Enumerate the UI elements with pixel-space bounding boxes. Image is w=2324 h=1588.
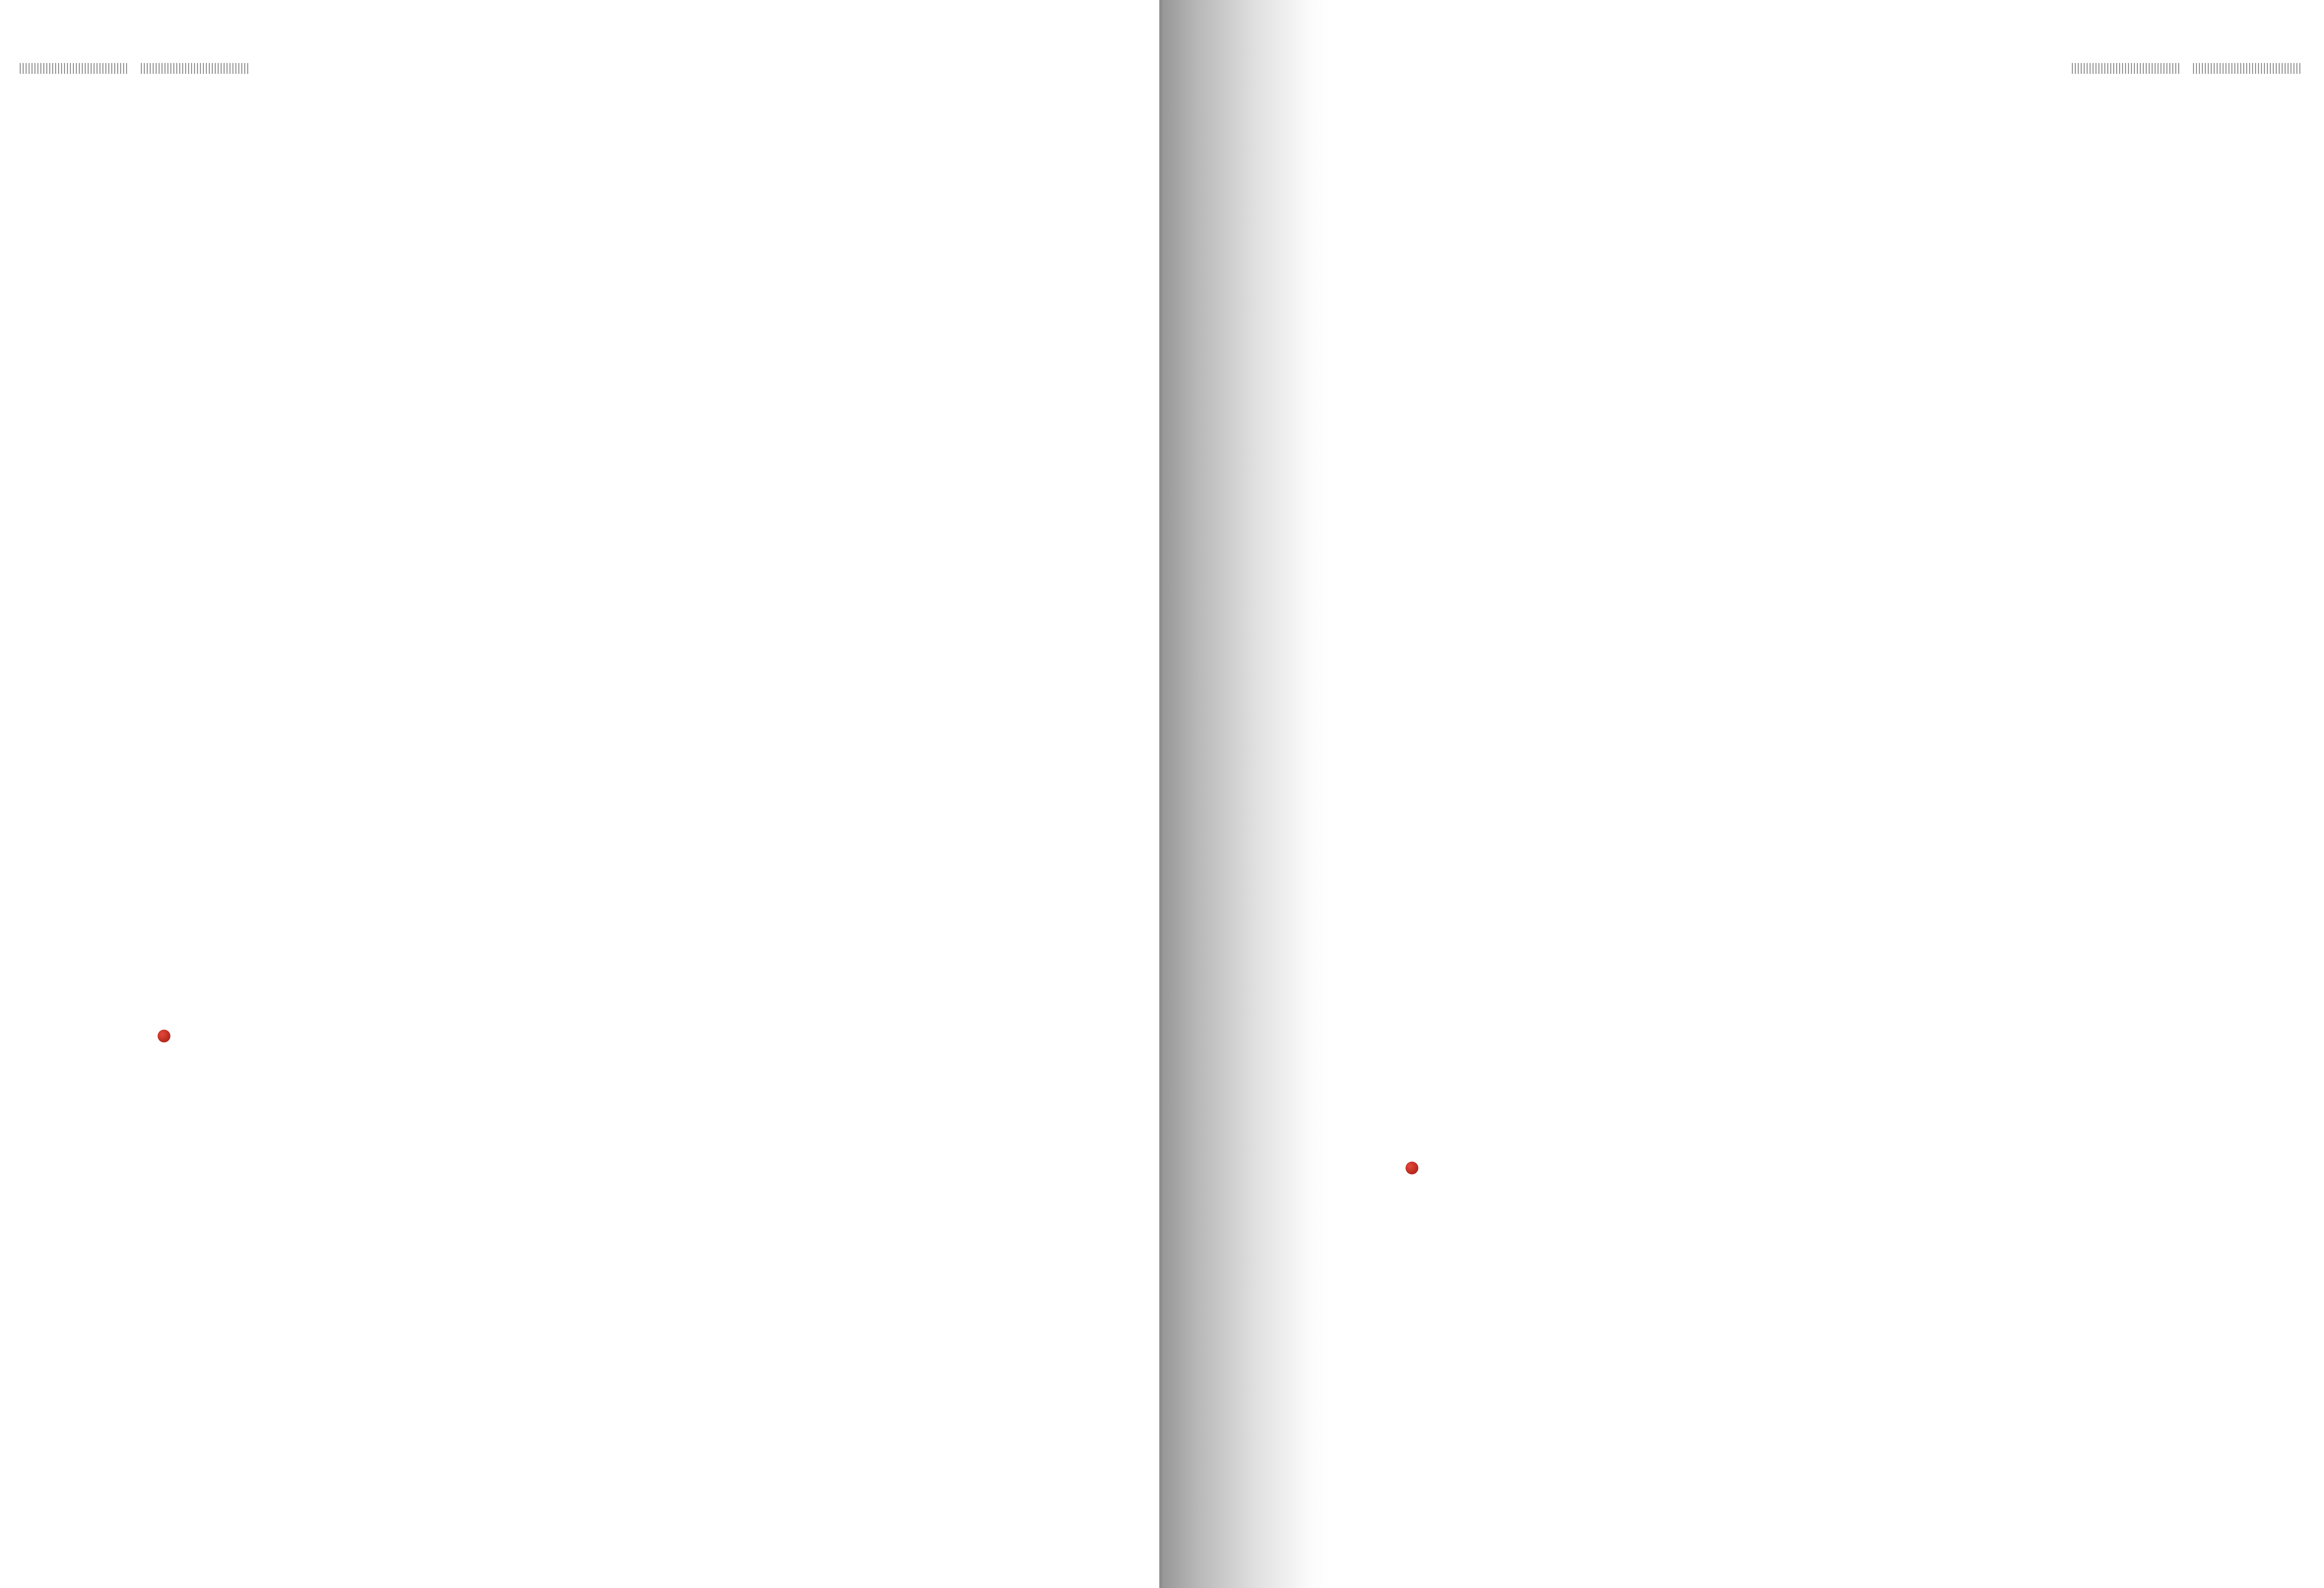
- page-header-left: [20, 63, 248, 74]
- header-stripes-icon: [20, 63, 127, 74]
- section-heading-line1: [1428, 1149, 2262, 1187]
- section-heading-text: [180, 1017, 1013, 1055]
- figure1-cavendish-genome: [180, 588, 394, 911]
- figure2-nlr-loci: [463, 588, 1011, 908]
- header-stripes-icon: [2193, 63, 2300, 74]
- section-heading-line2: [1428, 1187, 2262, 1226]
- section-heading-gesneriaceae: [180, 1017, 1013, 1055]
- header-stripes-icon: [141, 63, 248, 74]
- figure-allopolyploid-origin: [1361, 677, 2168, 1026]
- header-stripes-icon: [2072, 63, 2179, 74]
- gutter-shadow: [1162, 0, 1330, 1588]
- section-heading-liquorice: [1428, 1149, 2262, 1226]
- page-header-right: [2072, 63, 2300, 74]
